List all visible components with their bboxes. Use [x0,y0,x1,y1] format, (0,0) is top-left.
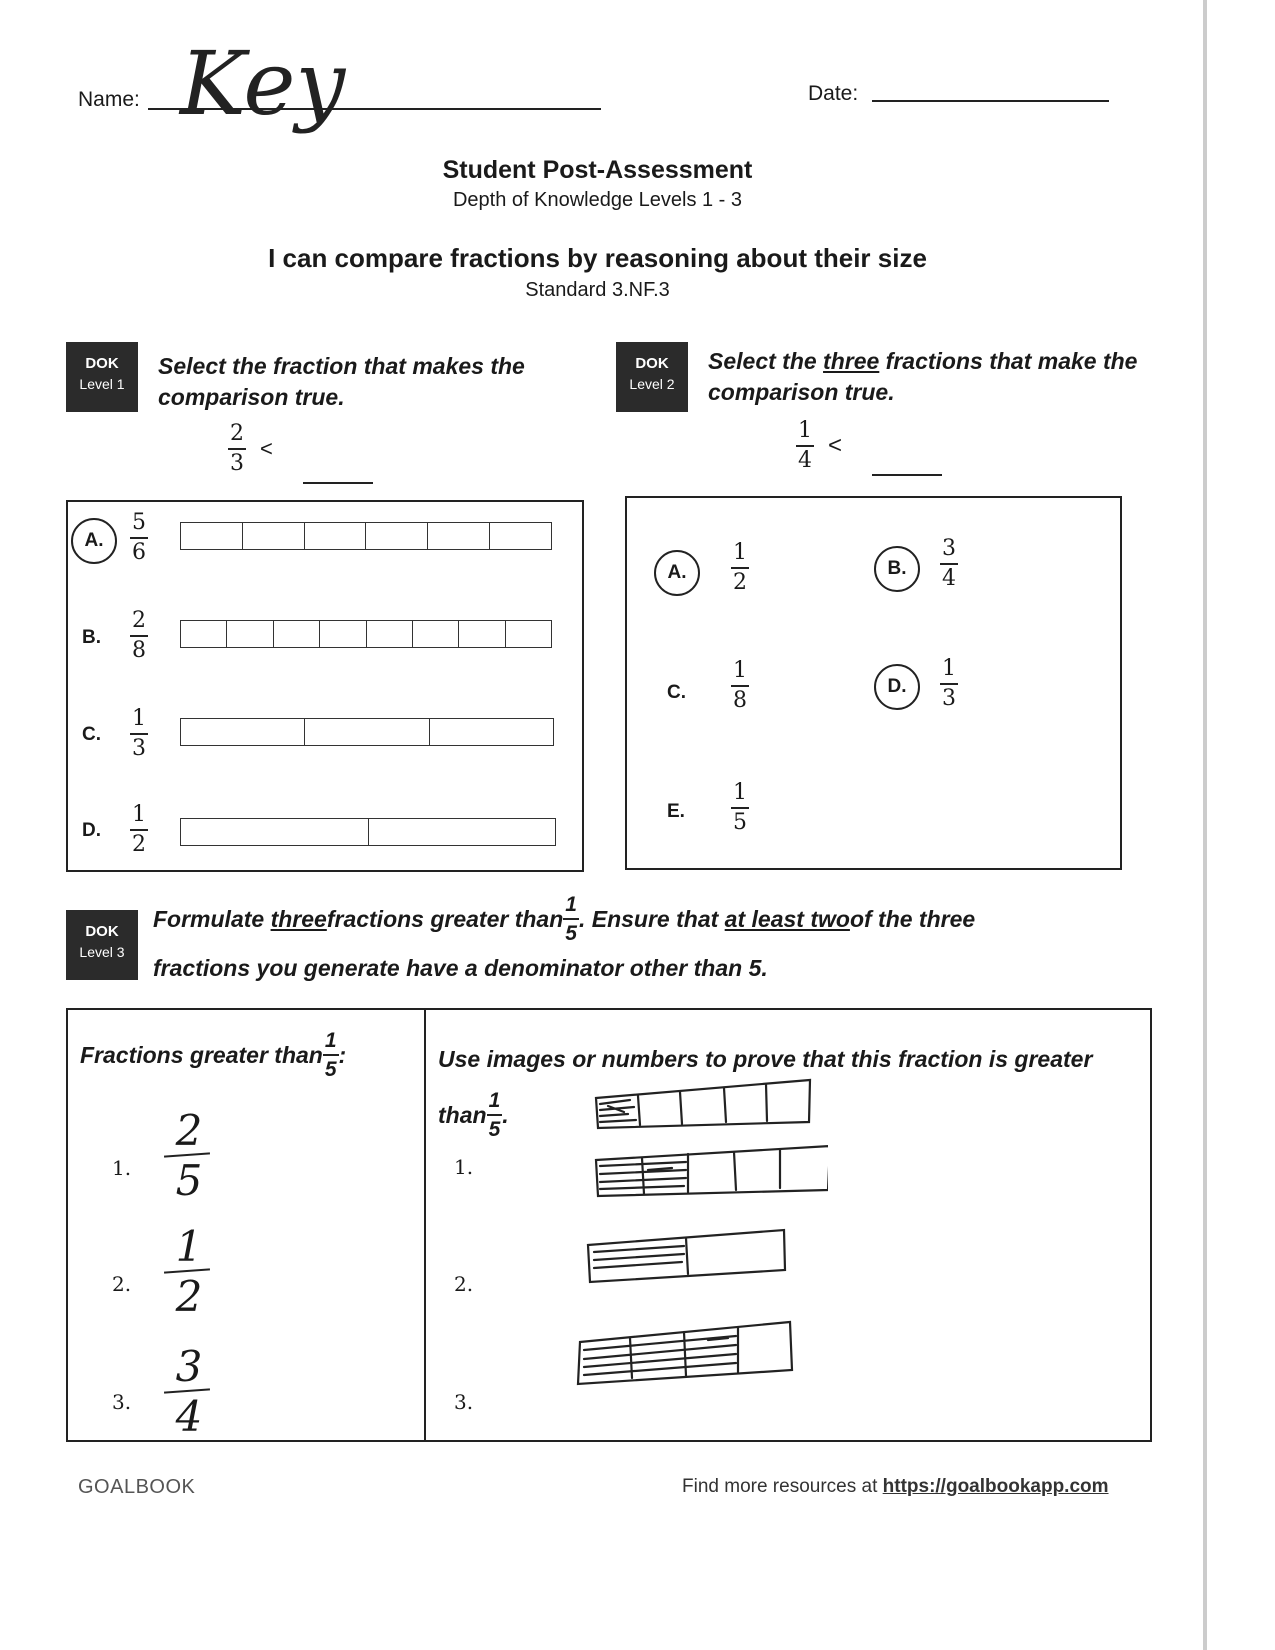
num: 1 [731,542,749,569]
table-divider [424,1010,426,1440]
p5: at least two [724,905,850,932]
one-fifth [487,1090,503,1140]
dok-level-3-badge [66,910,138,980]
option-letter: A. [84,530,104,551]
num: 1 [175,1222,203,1271]
p1: Formulate [153,905,265,932]
proof-sketches [568,1070,828,1410]
dok2-prompt-pre: Select the [708,348,824,374]
less-than-symbol: < [260,436,273,461]
right-column-header-than [438,1090,509,1140]
sketch-2-shading [594,1246,684,1268]
dok-badge-top: DOK [635,355,669,372]
sketch-1a-dividers [638,1084,767,1125]
dok2-prompt-post: fractions that make the [879,348,1138,374]
scan-edge [1203,0,1207,1650]
option-d-fraction [940,658,958,710]
p2: three [270,905,327,932]
option-a-circled[interactable] [654,550,700,596]
num: 1 [731,782,749,809]
dok2-answer-blank[interactable] [872,474,942,476]
num: 1 [940,658,958,685]
option-c-letter[interactable]: C. [82,724,101,745]
num: 1 [487,1090,503,1116]
option-d-letter[interactable]: D. [82,820,101,841]
den: 2 [132,832,146,857]
den: 5 [175,1156,203,1205]
dok2-options-box [625,496,1122,870]
option-letter: B. [887,558,907,579]
den: 3 [230,451,244,476]
option-letter: D. [887,676,907,697]
num: 3 [175,1342,203,1391]
dok-badge-bottom: Level 1 [79,376,125,392]
option-a-fraction [130,512,148,564]
option-e-letter[interactable]: E. [667,801,685,822]
den: 4 [175,1392,203,1441]
option-b-letter[interactable]: B. [82,627,101,648]
left-header-text: Fractions greater than [80,1041,323,1068]
num: 1 [130,804,148,831]
sketch-1a-shading [600,1100,636,1122]
dok3-prompt-line2: fractions you generate have a denominator other than 5. [153,955,768,981]
den: 5 [324,1058,337,1081]
answer-3-fraction[interactable] [168,1342,210,1441]
proof-3-number: 3. [454,1390,474,1414]
num: 1 [796,420,814,447]
dok1-prompt-line2: comparison true. [158,384,345,410]
option-c-letter[interactable]: C. [667,682,686,703]
p6: of the three [849,905,976,932]
date-label: Date: [808,82,859,105]
option-b-fraction [130,610,148,662]
dok1-compare-fraction [228,423,246,475]
option-a-circled[interactable] [71,518,117,564]
page-title: Student Post-Assessment [442,156,753,184]
left-header-colon: : [338,1041,347,1068]
den: 4 [798,448,812,473]
dok1-answer-blank[interactable] [303,482,373,484]
num: 2 [175,1106,203,1155]
name-signature: Key [180,32,346,135]
option-c-fraction [731,660,749,712]
answer-2-fraction[interactable] [168,1222,210,1321]
dok3-answer-table [66,1008,1152,1442]
dok2-prompt-emphasis: three [823,348,880,374]
dok-badge-bottom: Level 2 [629,376,675,392]
right-column-header: Use images or numbers to prove that this fraction is greater [438,1046,1093,1072]
dok1-comparison [228,423,273,475]
dok3-prompt-line1 [153,894,975,944]
dok-badge-top: DOK [85,923,119,940]
num: 1 [130,708,148,735]
fraction-bar-sixths [180,522,552,550]
dok-badge-top: DOK [85,355,119,372]
page-subtitle: Depth of Knowledge Levels 1 - 3 [452,189,743,211]
den: 5 [488,1118,501,1141]
option-d-circled[interactable] [874,664,920,710]
dok-level-2-badge [616,342,688,412]
den: 5 [733,810,747,835]
option-e-fraction [731,782,749,834]
one-fifth [323,1030,339,1080]
dok1-options-box [66,500,584,872]
den: 4 [942,566,956,591]
option-b-fraction [940,538,958,590]
den: 8 [733,688,747,713]
proof-1-number: 1. [454,1155,474,1179]
p4: . Ensure that [578,905,719,932]
dok2-prompt-line2: comparison true. [708,379,895,405]
standard: Standard 3.NF.3 [525,279,670,301]
dok-level-1-badge [66,342,138,412]
num: 3 [940,538,958,565]
objective: I can compare fractions by reasoning about their size [268,243,927,273]
option-c-fraction [130,708,148,760]
sketch-3-shading [584,1336,736,1375]
footer-resources [682,1476,1109,1498]
answer-1-fraction[interactable] [168,1106,210,1205]
dok2-compare-fraction [796,420,814,472]
den: 2 [175,1272,203,1321]
date-line[interactable] [872,100,1109,102]
than-period: . [502,1101,509,1128]
than-text: than [438,1101,487,1128]
p3: fractions greater than [326,905,564,932]
option-a-fraction [731,542,749,594]
dok-badge-bottom: Level 3 [79,944,125,960]
den: 2 [733,570,747,595]
option-letter: A. [667,562,687,583]
dok1-prompt-line1: Select the fraction that makes the [158,353,525,379]
less-than-symbol: < [828,432,843,459]
option-d-fraction [130,804,148,856]
num: 2 [228,423,246,450]
den: 6 [132,540,146,565]
den: 5 [565,922,577,945]
answer-1-number: 1. [112,1156,132,1180]
num: 5 [130,512,148,539]
num: 1 [731,660,749,687]
answer-3-number: 3. [112,1390,132,1414]
num: 1 [323,1030,339,1056]
dok1-prompt [158,351,525,413]
goalbook-link[interactable]: https://goalbookapp.com [882,1476,1109,1497]
dok2-comparison [796,420,842,472]
num: 1 [563,894,579,920]
one-fifth [563,894,579,944]
num: 2 [130,610,148,637]
goalbook-logo: GOALBOOK [78,1476,196,1498]
fraction-bar-eighths [180,620,552,648]
proof-2-number: 2. [454,1272,474,1296]
left-column-header [80,1030,346,1080]
sketch-2-divider [686,1238,688,1274]
resources-text: Find more resources at [682,1476,883,1497]
option-b-circled[interactable] [874,546,920,592]
answer-2-number: 2. [112,1272,132,1296]
dok2-prompt [708,346,1137,408]
den: 3 [942,686,956,711]
name-label: Name: [78,88,140,111]
den: 3 [132,736,146,761]
fraction-bar-halves [180,818,556,846]
fraction-bar-thirds [180,718,554,746]
den: 8 [132,638,146,663]
